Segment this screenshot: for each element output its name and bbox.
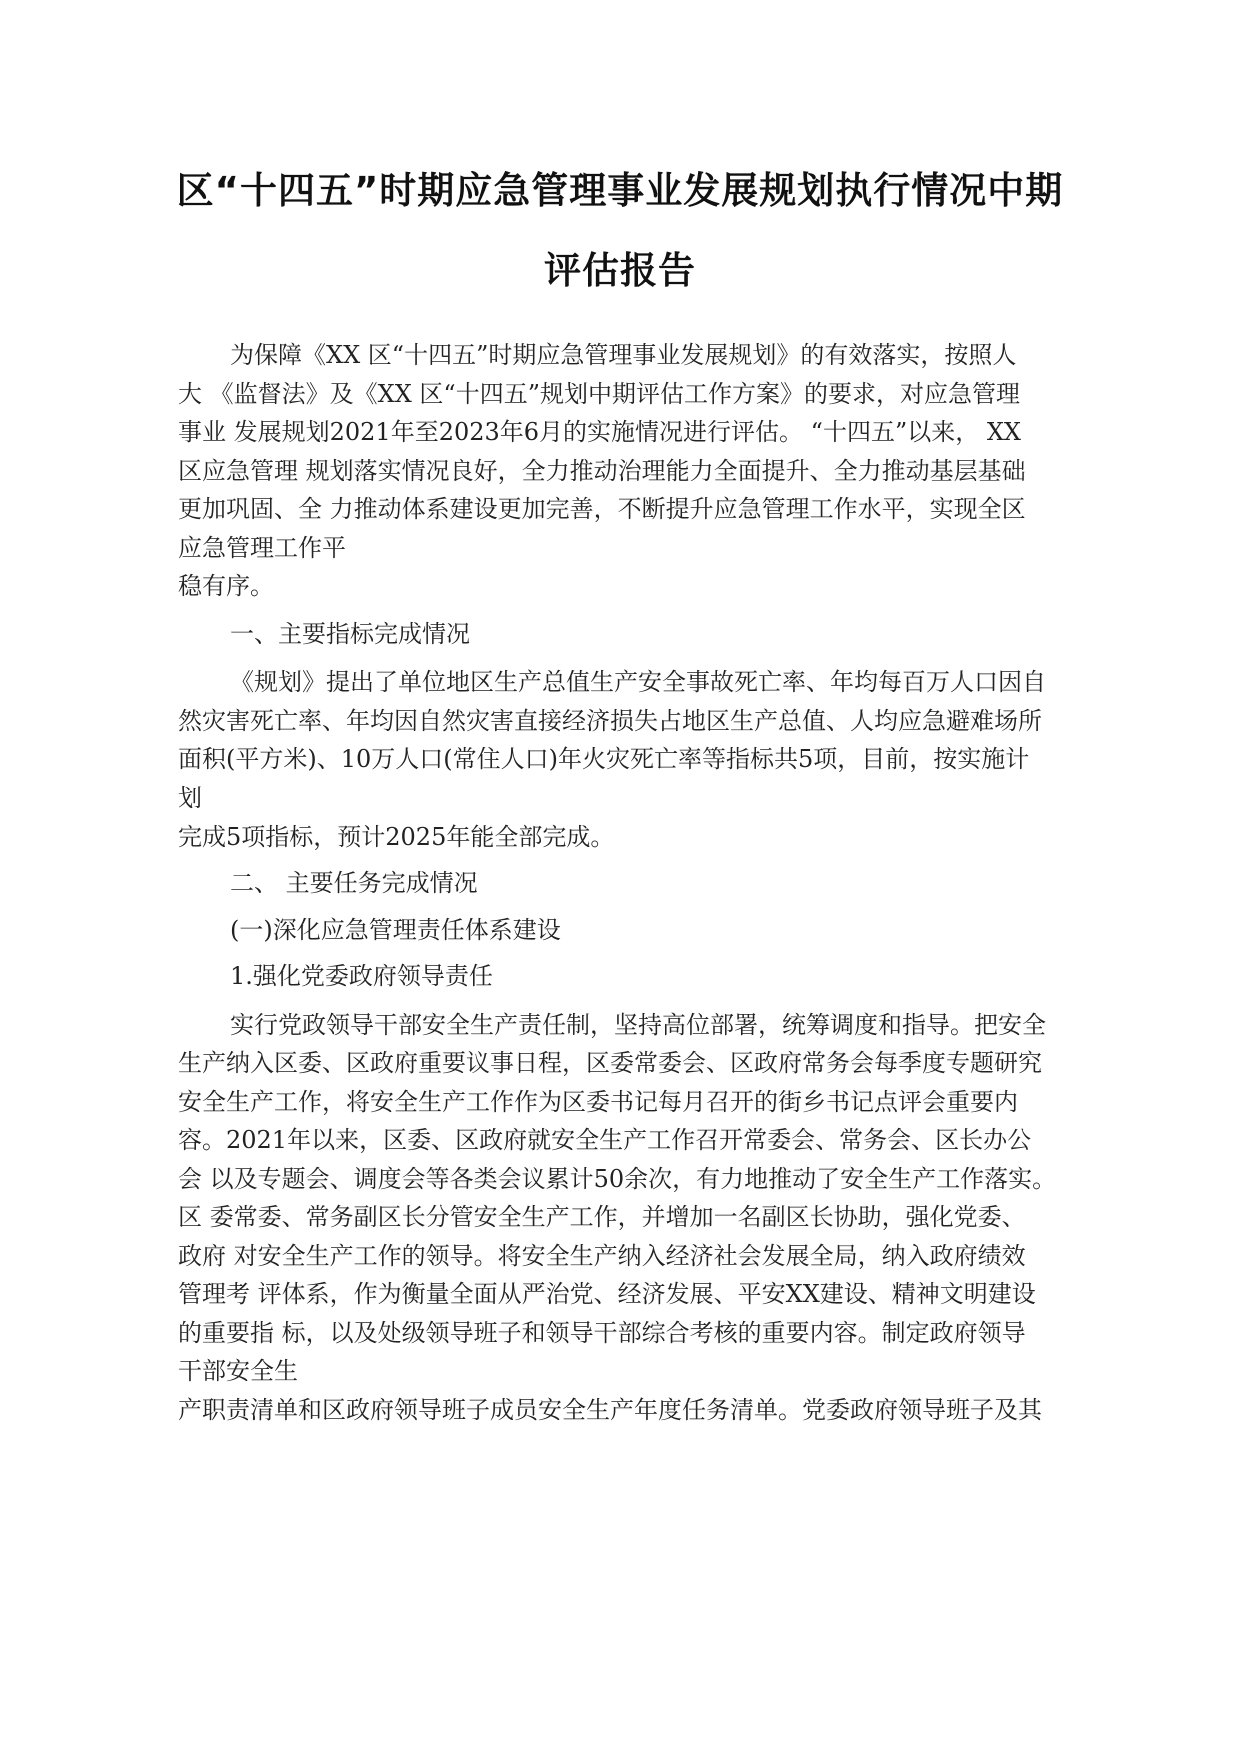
item-body-line: 安全生产工作，将安全生产工作作为区委书记每月召开的街乡书记点评会重要内 <box>178 1088 1018 1116</box>
item-body-line: 干部安全生 <box>178 1357 298 1385</box>
item-body-line: 实行党政领导干部安全生产责任制，坚持高位部署，统筹调度和指导。把安全 <box>230 1011 1046 1039</box>
intro-line: 区应急管理 规划落实情况良好，全力推动治理能力全面提升、全力推动基层基础 <box>178 457 1026 485</box>
item-body-line: 政府 对安全生产工作的领导。将安全生产纳入经济社会发展全局，纳入政府绩效 <box>178 1242 1026 1270</box>
intro-line: 应急管理工作平 <box>178 534 346 562</box>
item-body-line: 区 委常委、常务副区长分管安全生产工作，并增加一名副区长协助，强化党委、 <box>178 1203 1026 1231</box>
intro-line: 稳有序。 <box>178 572 274 600</box>
item-body-line: 的重要指 标，以及处级领导班子和领导干部综合考核的重要内容。制定政府领导 <box>178 1319 1026 1347</box>
item-body-line: 产职责清单和区政府领导班子成员安全生产年度任务清单。党委政府领导班子及其 <box>178 1396 1042 1424</box>
intro-line: 更加巩固、全 力推动体系建设更加完善，不断提升应急管理工作水平，实现全区 <box>178 495 1026 523</box>
item-body-line: 会 以及专题会、调度会等各类会议累计50余次，有力地推动了安全生产工作落实。 <box>178 1165 1057 1193</box>
intro-line: 大 《监督法》及《XX 区“十四五”规划中期评估工作方案》的要求，对应急管理 <box>178 380 1020 408</box>
item-body-line: 生产纳入区委、区政府重要议事日程，区委常委会、区政府常务会每季度专题研究 <box>178 1049 1042 1077</box>
intro-line: 为保障《XX 区“十四五”时期应急管理事业发展规划》的有效落实，按照人 <box>230 341 1017 369</box>
document-title-line-1: 区“十四五”时期应急管理事业发展规划执行情况中期 <box>176 169 1064 212</box>
item-body-line: 管理考 评体系，作为衡量全面从严治党、经济发展、平安XX建设、精神文明建设 <box>178 1280 1036 1308</box>
section-heading: 一、主要指标完成情况 <box>230 620 470 648</box>
section-body-line: 完成5项指标，预计2025年能全部完成。 <box>178 823 615 851</box>
section-body-line: 然灾害死亡率、年均因自然灾害直接经济损失占地区生产总值、人均应急避难场所 <box>178 707 1042 735</box>
item-body-line: 容。2021年以来，区委、区政府就安全生产工作召开常委会、常务会、区长办公 <box>178 1126 1032 1154</box>
intro-line: 事业 发展规划2021年至2023年6月的实施情况进行评估。 “十四五”以来， XX <box>178 418 1022 446</box>
section-body-line: 面积(平方米)、10万人口(常住人口)年火灾死亡率等指标共5项，目前，按实施计 <box>178 745 1030 773</box>
item-heading: 1.强化党委政府领导责任 <box>230 962 493 990</box>
section-body-line: 划 <box>178 784 202 812</box>
section-heading: 二、 主要任务完成情况 <box>230 869 478 897</box>
document-title-line-2: 评估报告 <box>544 249 696 292</box>
subsection-heading: (一)深化应急管理责任体系建设 <box>230 916 561 944</box>
section-body-line: 《规划》提出了单位地区生产总值生产安全事故死亡率、年均每百万人口因自 <box>230 668 1046 696</box>
